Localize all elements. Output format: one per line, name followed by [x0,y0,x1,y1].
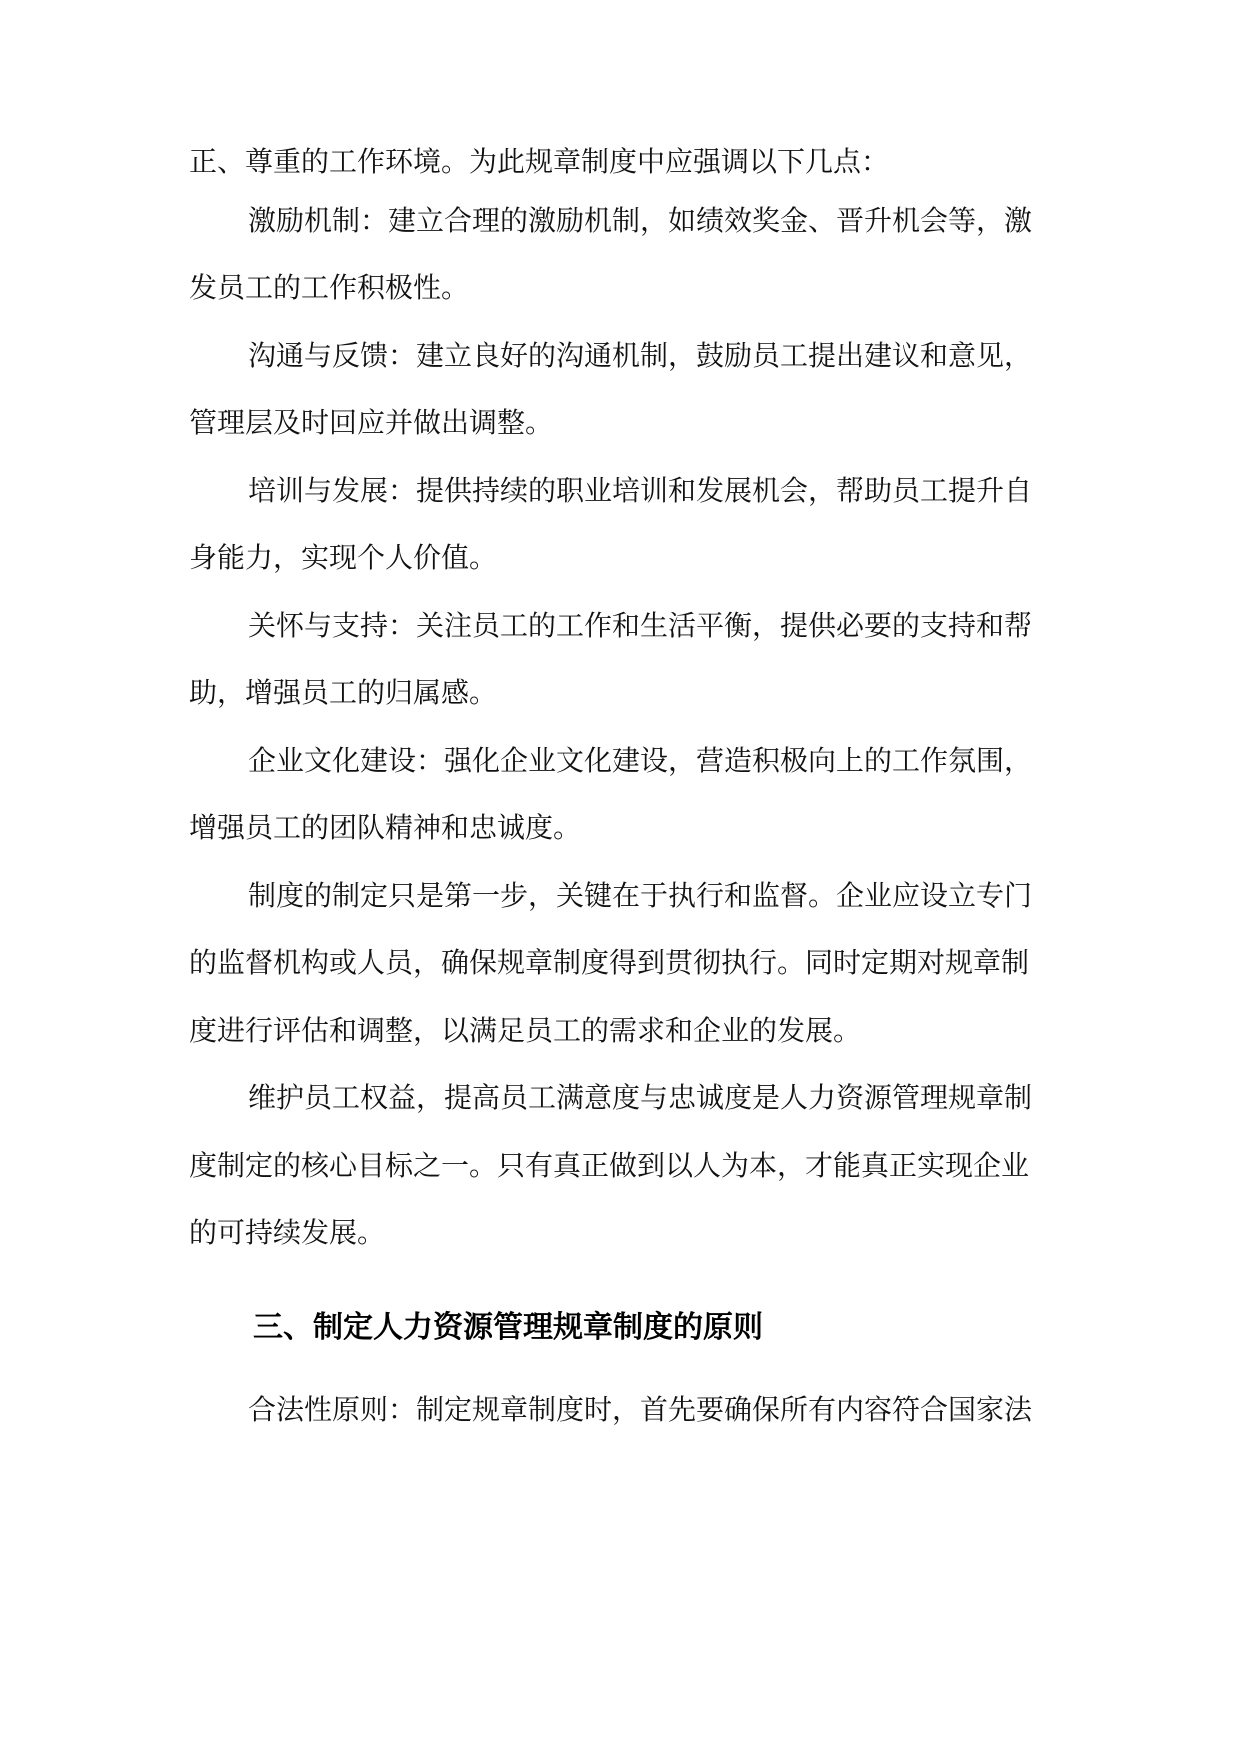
paragraph-line: 的监督机构或人员，确保规章制度得到贯彻执行。同时定期对规章制 [189,946,1030,979]
paragraph-line: 沟通与反馈：建立良好的沟通机制，鼓励员工提出建议和意见， [248,339,1033,372]
paragraph-line: 正、尊重的工作环境。为此规章制度中应强调以下几点： [189,145,890,178]
paragraph-line: 增强员工的团队精神和忠诚度。 [189,811,582,844]
paragraph-line: 关怀与支持：关注员工的工作和生活平衡，提供必要的支持和帮 [248,609,1033,642]
paragraph-line: 度制定的核心目标之一。只有真正做到以人为本，才能真正实现企业 [189,1149,1030,1182]
paragraph-line: 企业文化建设：强化企业文化建设，营造积极向上的工作氛围， [248,744,1033,777]
paragraph-line: 助，增强员工的归属感。 [189,676,498,709]
paragraph-line: 维护员工权益，提高员工满意度与忠诚度是人力资源管理规章制 [248,1081,1033,1114]
paragraph-line: 管理层及时回应并做出调整。 [189,406,554,439]
section-heading: 三、制定人力资源管理规章制度的原则 [253,1310,763,1345]
paragraph-line: 制度的制定只是第一步，关键在于执行和监督。企业应设立专门 [248,879,1033,912]
paragraph-line: 培训与发展：提供持续的职业培训和发展机会，帮助员工提升自 [248,474,1033,507]
paragraph-line: 合法性原则：制定规章制度时，首先要确保所有内容符合国家法 [248,1393,1033,1426]
paragraph-line: 发员工的工作积极性。 [189,271,470,304]
paragraph-line: 身能力，实现个人价值。 [189,541,498,574]
paragraph-line: 度进行评估和调整，以满足员工的需求和企业的发展。 [189,1014,862,1047]
paragraph-line: 激励机制：建立合理的激励机制，如绩效奖金、晋升机会等，激 [248,204,1033,237]
paragraph-line: 的可持续发展。 [189,1216,386,1249]
